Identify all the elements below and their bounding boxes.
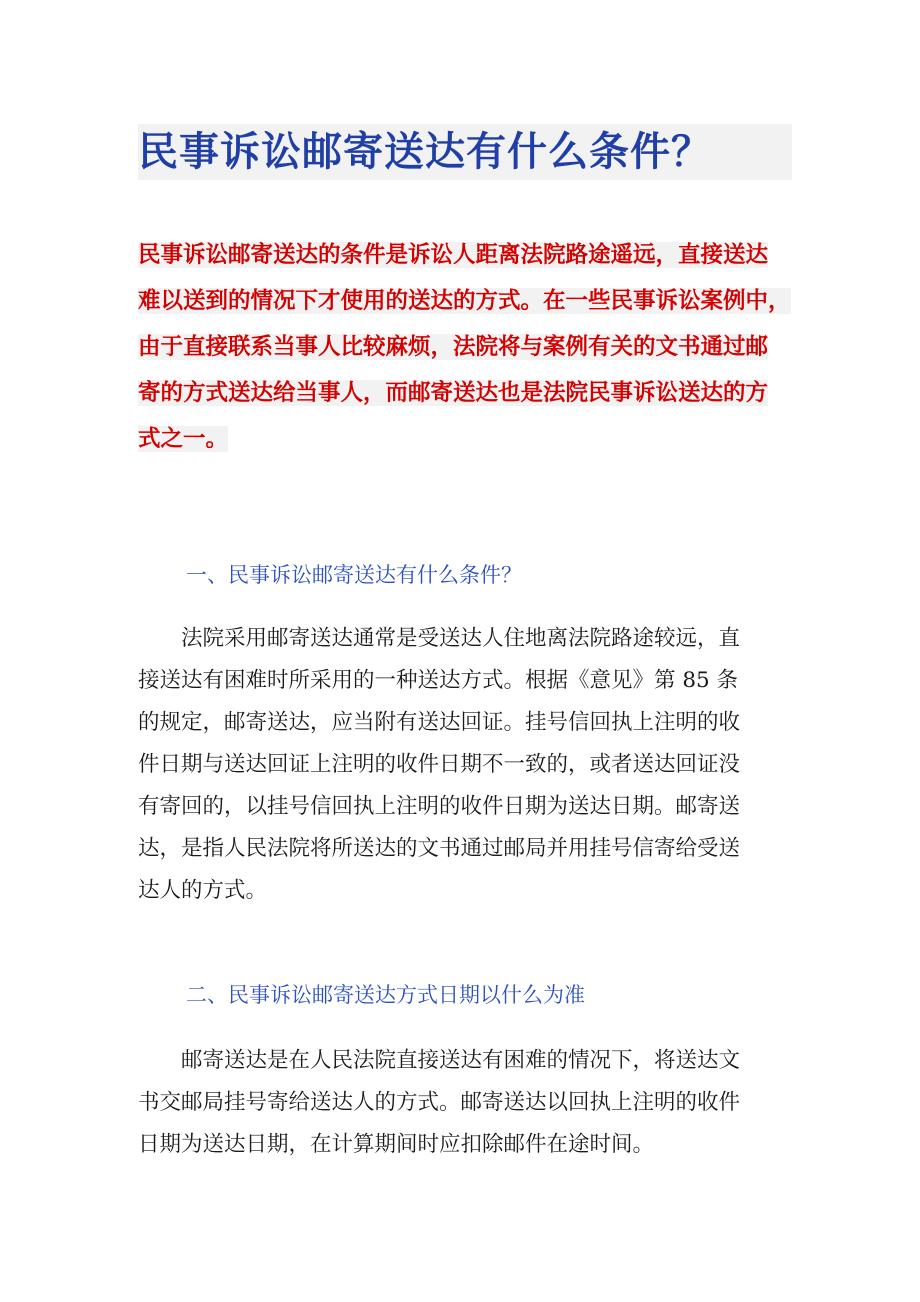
- paragraph-line: 书交邮局挂号寄给送达人的方式。邮寄送达以回执上注明的收件: [138, 1090, 741, 1115]
- section-paragraph-1: [138, 618, 788, 912]
- paragraph-line: 邮寄送达是在人民法院直接送达有困难的情况下，将送达文: [138, 1048, 741, 1073]
- paragraph-line: 达，是指人民法院将所送达的文书通过邮局并用挂号信寄给受送: [138, 836, 741, 861]
- intro-paragraph: [138, 232, 790, 462]
- paragraph-line: 达人的方式。: [138, 878, 268, 903]
- intro-line: 难以送到的情况下才使用的送达的方式。在一些民事诉讼案例中，: [138, 288, 791, 314]
- intro-line: 由于直接联系当事人比较麻烦，法院将与案例有关的文书通过邮: [138, 334, 769, 360]
- paragraph-line: 法院采用邮寄送达通常是受送达人住地离法院路途较远，直: [138, 626, 741, 651]
- paragraph-line: 接送达有困难时所采用的一种送达方式。根据《意见》第 85 条: [138, 668, 739, 693]
- paragraph-line: 的规定，邮寄送达，应当附有送达回证。挂号信回执上注明的收: [138, 710, 741, 735]
- intro-line: 式之一。: [138, 426, 229, 452]
- section-heading-2: 二、民事诉讼邮寄送达方式日期以什么为准: [186, 983, 585, 1007]
- section-paragraph-2: [138, 1040, 788, 1166]
- paragraph-line: 件日期与送达回证上注明的收件日期不一致的，或者送达回证没: [138, 752, 741, 777]
- intro-line: 寄的方式送达给当事人，而邮寄送达也是法院民事诉讼送达的方: [138, 380, 769, 406]
- section-heading-1: 一、民事诉讼邮寄送达有什么条件？: [186, 563, 522, 587]
- document-title: 民事诉讼邮寄送达有什么条件？: [138, 124, 792, 180]
- paragraph-line: 日期为送达日期，在计算期间时应扣除邮件在途时间。: [138, 1132, 655, 1157]
- paragraph-line: 有寄回的，以挂号信回执上注明的收件日期为送达日期。邮寄送: [138, 794, 741, 819]
- intro-line: 民事诉讼邮寄送达的条件是诉讼人距离法院路途遥远，直接送达: [138, 242, 769, 268]
